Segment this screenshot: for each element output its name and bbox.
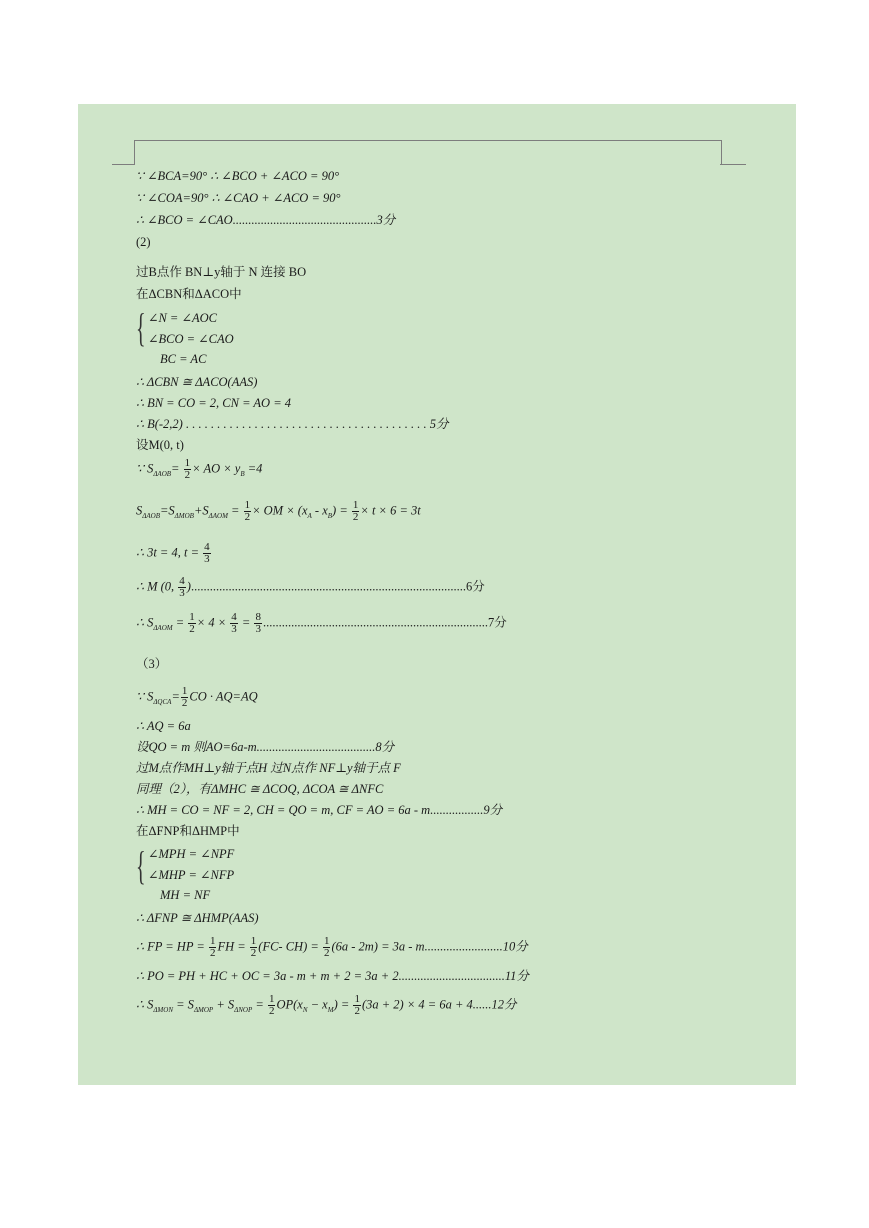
line-18: ∴ $S_{\Delta AOM}$ = $\frac{1}{2}$ × 4 × $\frac{4}{3}$ = $\frac{8}{3}$ ........................................................................7分 [136, 611, 507, 635]
line-26: 在ΔFNP和ΔHMP中 [136, 824, 240, 838]
brace2-row-2: ∠MHP = ∠NFP [148, 868, 235, 882]
line-1: ∵ ∠BCA=90° ∴ ∠BCO + ∠ACO = 90° [136, 169, 340, 183]
brace2-row-1: ∠MPH = ∠NPF [148, 847, 235, 861]
line-15: $S_{\Delta AOB}=S_{\Delta MOB}+S_{\Delta AOM}$ = $\frac{1}{2}$ × OM × $(x_A - x_B)$ = $\frac{1}{2}$ × t × 6 = 3t [136, 499, 421, 523]
line-3: ∴ ∠BCO = ∠CAO..............................................3分 [136, 213, 396, 227]
brace1-row-3: BC = AC [160, 352, 207, 366]
line-20: ∵ $S_{\Delta QCA}=$ $\frac{1}{2}$ CO · AQ=AQ [136, 685, 258, 709]
part-3-heading: （3） [136, 657, 168, 671]
brace-2: { [136, 843, 146, 888]
line-11: ∴ BN = CO = 2, CN = AO = 4 [136, 396, 292, 410]
line-6: 在ΔCBN和ΔACO中 [136, 287, 242, 301]
line-24: 同理（2），有ΔMHC ≅ ΔCOQ, ΔCOA ≅ ΔNFC [136, 782, 384, 796]
line-32: ∴ PO = PH + HC + OC = 3a - m + m + 2 = 3a + 2..................................11分 [136, 969, 529, 983]
line-2: ∵ ∠COA=90° ∴ ∠CAO + ∠ACO = 90° [136, 191, 341, 205]
line-10: ∴ ΔCBN ≅ ΔACO(AAS) [136, 375, 258, 389]
document-page [78, 104, 796, 1085]
part-2-heading: (2) [136, 235, 151, 249]
line-12: ∴ B(-2,2) . . . . . . . . . . . . . . . . . . . . . . . . . . . . . . . . . . . . . . . 5分 [136, 417, 449, 431]
line-25: ∴ MH = CO = NF = 2, CH = QO = m, CF = AO = 6a - m.................9分 [136, 803, 503, 817]
line-30: ∴ ΔFNP ≅ ΔHMP(AAS) [136, 911, 259, 925]
line-23: 过M点作MH⊥y轴于点H 过N点作 NF⊥y轴于点 F [136, 761, 401, 775]
brace2-row-3: MH = NF [160, 888, 211, 902]
header-right-mark [720, 164, 746, 165]
brace1-row-2: ∠BCO = ∠CAO [148, 332, 234, 346]
brace-1: { [136, 305, 146, 350]
line-17: ∴ M (0, $\frac{4}{3}$ )........................................................................................6分 [136, 575, 485, 599]
brace1-row-1: ∠N = ∠AOC [148, 311, 217, 325]
line-16: ∴ 3t = 4, t = $\frac{4}{3}$ [136, 541, 210, 565]
line-31: ∴ FP = HP = $\frac{1}{2}$ FH = $\frac{1}{2}$ (FC- CH) = $\frac{1}{2}$ (6a - 2m) = 3a - m.........................10分 [136, 935, 528, 959]
line-14: ∵ $S_{\Delta AOB}=$ $\frac{1}{2}$ × AO × $y_B =4$ [136, 457, 263, 481]
header-left-mark [112, 164, 135, 165]
line-5: 过B点作 BN⊥y轴于 N 连接 BO [136, 265, 307, 279]
header-frame [134, 140, 722, 165]
line-22: 设QO = m 则AO=6a-m......................................8分 [136, 740, 395, 754]
line-21: ∴ AQ = 6a [136, 719, 191, 733]
line-13: 设M(0, t) [136, 438, 184, 452]
line-33: ∴ $S_{\Delta MON} = S_{\Delta MOP} + S_{\Delta NOP}$ = $\frac{1}{2}$ $OP(x_N - x_M)$ = $\frac{1}{2}$ (3a + 2) × 4 = 6a + 4......12分 [136, 993, 517, 1017]
